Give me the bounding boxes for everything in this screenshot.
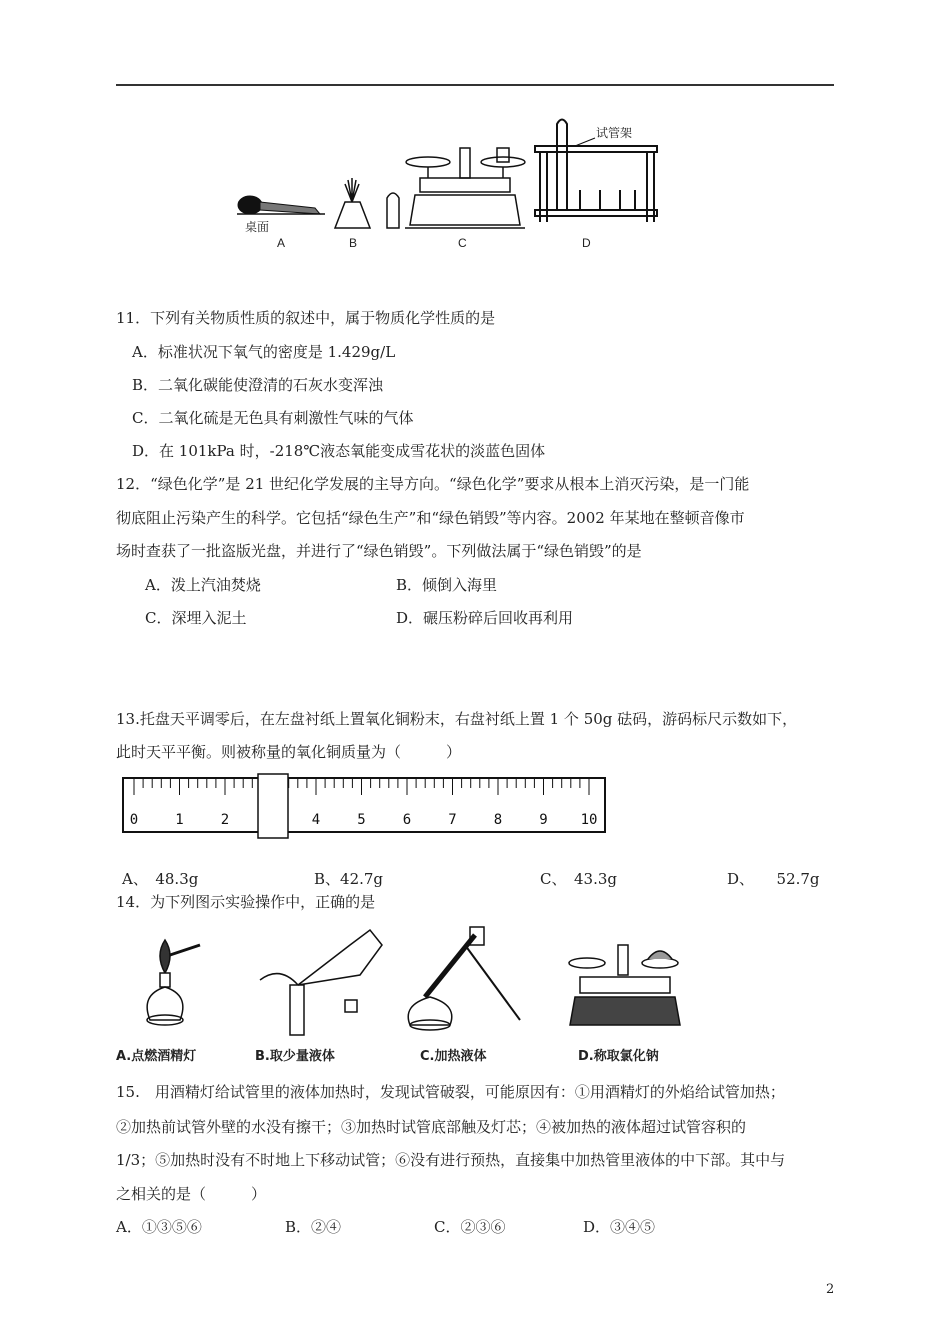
desk-label: 桌面 xyxy=(245,220,270,234)
q11-stem: 11．下列有关物质性质的叙述中，属于物质化学性质的是 xyxy=(116,309,496,327)
q13-line-2: 此时天平平衡。则被称量的氧化铜质量为（ ） xyxy=(116,743,462,761)
q14-figure-d xyxy=(569,945,680,1025)
scale-number: 1 xyxy=(175,812,184,828)
q13-line-1: 13.托盘天平调零后，在左盘衬纸上置氧化铜粉末，右盘衬纸上置 1 个 50g 砝码，游码标尺示数如下， xyxy=(116,710,798,728)
rack-label: 试管架 xyxy=(596,126,633,140)
page-number: 2 xyxy=(826,1282,835,1297)
figure-label-b: B xyxy=(349,236,358,250)
q14-figures xyxy=(120,925,700,1040)
q15-line-4: 之相关的是（ ） xyxy=(116,1185,267,1203)
figure-label-a: A xyxy=(277,236,286,250)
q11-option-a: A．标准状况下氧气的密度是 1.429g/L xyxy=(132,343,396,361)
q14-figure-c xyxy=(408,927,520,1030)
q13-option-c: C、 43.3g xyxy=(540,870,617,888)
q14-caption-d: D.称取氯化钠 xyxy=(578,1049,659,1064)
q12-line-3: 场时查获了一批盗版光盘，并进行了“绿色销毁”。下列做法属于“绿色销毁”的是 xyxy=(116,542,642,560)
q15-option-c: C．②③⑥ xyxy=(434,1218,506,1236)
figure-label-c: C xyxy=(458,236,467,250)
header-rule xyxy=(116,84,834,86)
q14-caption-b: B.取少量液体 xyxy=(255,1049,335,1064)
scale-number: 8 xyxy=(493,812,503,828)
scale-number: 2 xyxy=(220,812,230,828)
q14-caption-a: A.点燃酒精灯 xyxy=(116,1049,197,1064)
scale-number: 0 xyxy=(129,812,139,828)
q14-figure-b xyxy=(260,930,382,1035)
q14-stem: 14．为下列图示实验操作中，正确的是 xyxy=(116,893,376,911)
figure-a-dropper xyxy=(237,196,325,214)
q12-line-2: 彻底阻止污染产生的科学。它包括“绿色生产”和“绿色销毁”等内容。2002 年某地在整顿音像市 xyxy=(116,509,745,527)
scale-number: 9 xyxy=(539,812,548,828)
scale-number: 4 xyxy=(311,812,321,828)
figure-b-lamp xyxy=(335,178,399,228)
rider-scale xyxy=(122,774,606,840)
q13-option-a: A、 48.3g xyxy=(122,870,199,888)
q15-option-d: D．③④⑤ xyxy=(583,1218,656,1236)
q12-option-d: D．碾压粉碎后回收再利用 xyxy=(396,609,574,627)
figure-c-balance xyxy=(405,148,525,228)
q15-line-1: 15. 用酒精灯给试管里的液体加热时，发现试管破裂，可能原因有：①用酒精灯的外焰给试管加热； xyxy=(116,1083,785,1101)
scale-rider xyxy=(258,774,288,838)
figure-label-d: D xyxy=(582,236,591,250)
q12-option-a: A．泼上汽油焚烧 xyxy=(145,576,261,594)
scale-numbers xyxy=(130,812,598,828)
q11-option-b: B．二氧化碳能使澄清的石灰水变浑浊 xyxy=(132,376,384,394)
q12-line-1: 12．“绿色化学”是 21 世纪化学发展的主导方向。“绿色化学”要求从根本上消灭污染，是一门能 xyxy=(116,475,750,493)
q14-figure-a xyxy=(147,940,200,1025)
q15-line-3: 1/3；⑤加热时没有不时地上下移动试管；⑥没有进行预热，直接集中加热管里液体的中下部。其中与 xyxy=(116,1151,786,1169)
scale-number: 10 xyxy=(580,812,598,828)
q13-option-b: B、42.7g xyxy=(314,870,384,888)
q11-option-d: D．在 101kPa 时，-218℃液态氧能变成雪花状的淡蓝色固体 xyxy=(132,442,546,460)
q15-option-b: B．②④ xyxy=(285,1218,342,1236)
q12-option-c: C．深埋入泥土 xyxy=(145,609,247,627)
scale-ticks xyxy=(134,779,589,795)
q11-option-c: C．二氧化硫是无色具有刺激性气味的气体 xyxy=(132,409,414,427)
q15-line-2: ②加热前试管外壁的水没有擦干；③加热时试管底部触及灯芯；④被加热的液体超过试管容积的 xyxy=(116,1118,747,1136)
q13-option-d: D、 52.7g xyxy=(727,870,820,888)
q12-option-b: B．倾倒入海里 xyxy=(396,576,498,594)
q14-caption-c: C.加热液体 xyxy=(420,1049,487,1064)
scale-number: 6 xyxy=(402,812,412,828)
q15-option-a: A．①③⑤⑥ xyxy=(116,1218,202,1236)
scale-number: 7 xyxy=(448,812,457,828)
scale-number: 5 xyxy=(357,812,366,828)
